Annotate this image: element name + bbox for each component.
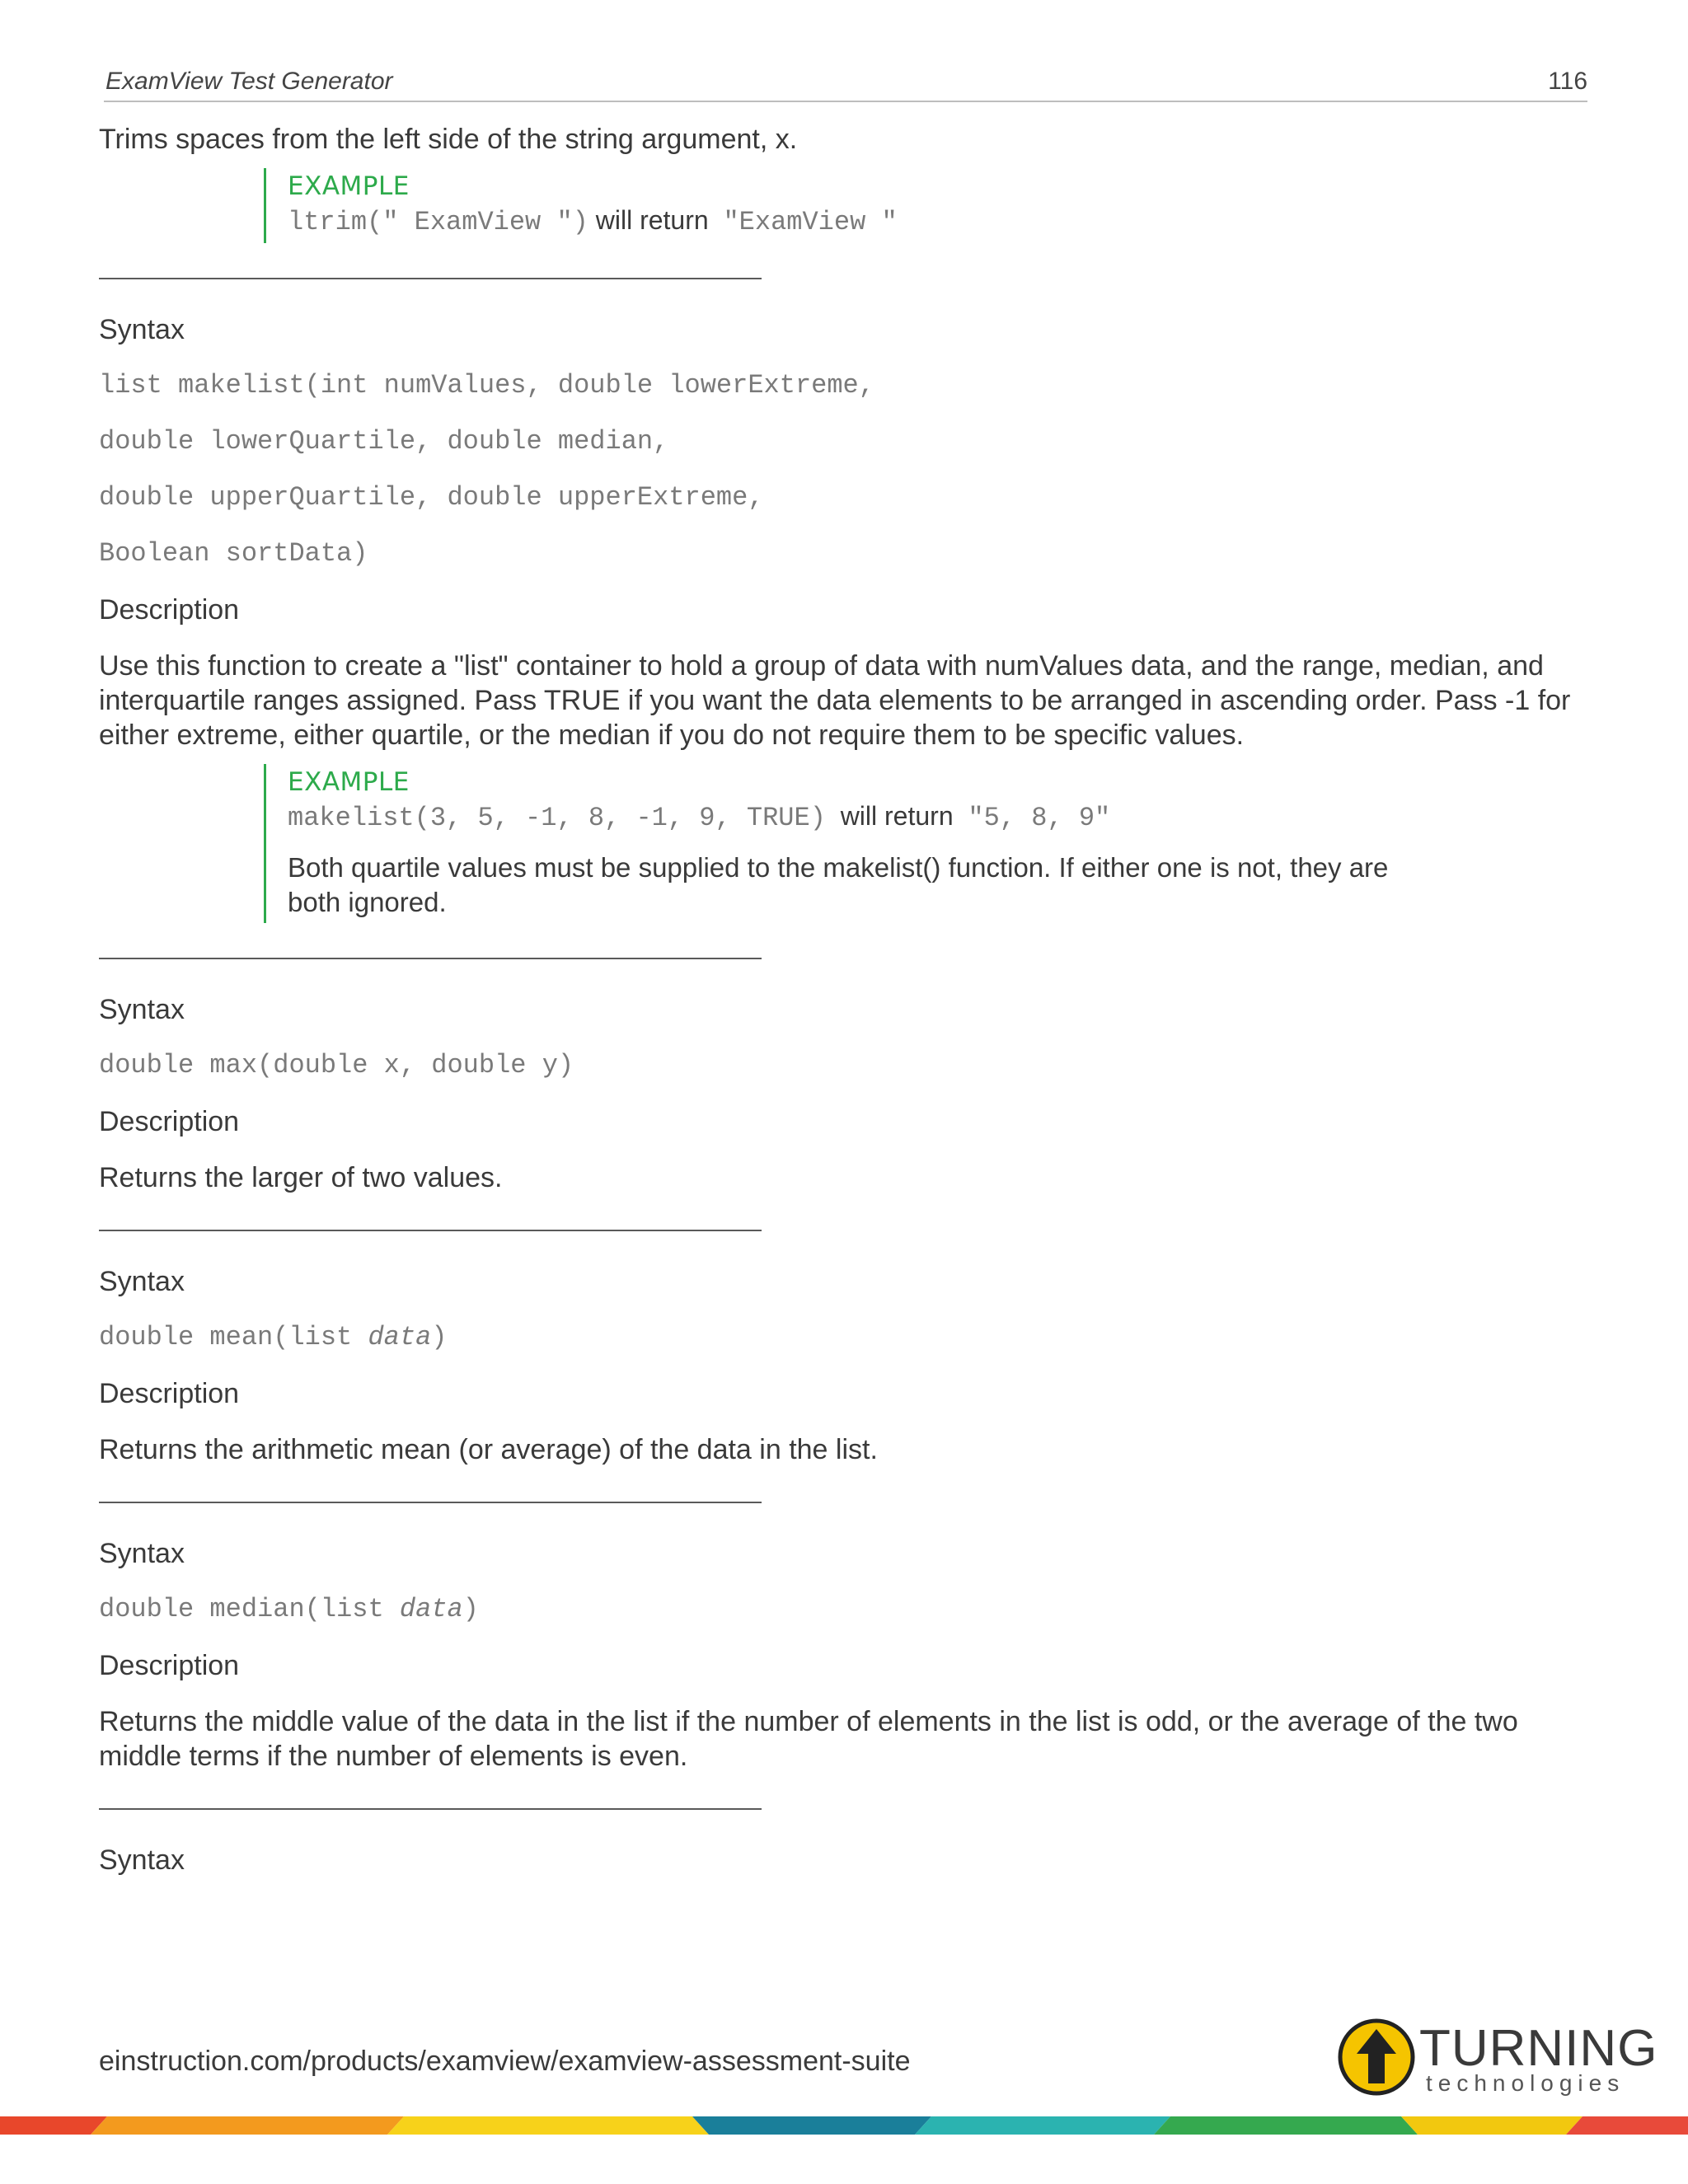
- logo-tagline: technologies: [1426, 2070, 1625, 2096]
- example-result: "ExamView ": [723, 207, 898, 237]
- example-note: Both quartile values must be supplied to the makelist() function. If either one is not, they are both ignored.: [288, 852, 1389, 917]
- syntax-suffix: ): [462, 1594, 479, 1624]
- syntax-param: data: [399, 1594, 463, 1624]
- document-title: ExamView Test Generator: [106, 68, 393, 95]
- page-content: [99, 122, 1582, 1877]
- syntax-heading: Syntax: [99, 314, 185, 345]
- syntax-heading: Syntax: [99, 1266, 185, 1297]
- syntax-line: double lowerQuartile, double median,: [99, 426, 669, 457]
- example-line: [288, 799, 1582, 836]
- syntax-line: list makelist(int numValues, double lowerExtreme,: [99, 370, 874, 401]
- intro-text: Trims spaces from the left side of the string argument, x.: [99, 124, 798, 155]
- section-divider: [99, 278, 762, 279]
- turning-technologies-logo: [1337, 2018, 1658, 2100]
- syntax-heading: Syntax: [99, 1844, 185, 1876]
- example-label: EXAMPLE: [288, 171, 410, 201]
- syntax-param: data: [368, 1322, 432, 1352]
- section-divider: [99, 1230, 762, 1231]
- syntax-heading: Syntax: [99, 994, 185, 1025]
- description-heading: Description: [99, 594, 240, 626]
- syntax-prefix: double mean(list: [99, 1322, 368, 1352]
- syntax-line: double upperQuartile, double upperExtreme,: [99, 482, 764, 513]
- example-label: EXAMPLE: [288, 767, 410, 797]
- section-divider: [99, 1808, 762, 1810]
- description-heading: Description: [99, 1378, 240, 1409]
- arrow-circle-icon: [1337, 2018, 1416, 2097]
- description-heading: Description: [99, 1106, 240, 1137]
- description-text: Use this function to create a "list" container to hold a group of data with numValues data, and the range, median, and interquartile ranges assigned. Pass TRUE if you want the data elements to be arranged in ascending order. Pass -1 for either extreme, either quartile, or the median if you do not require them to be specific values.: [99, 650, 1571, 751]
- description-text: Returns the middle value of the data in the list if the number of elements in the list is odd, or the average of the two middle terms if the number of elements is even.: [99, 1706, 1518, 1772]
- example-returns: will return: [595, 205, 709, 235]
- decorative-color-stripe: [0, 2116, 1688, 2135]
- example-line: [288, 203, 1582, 240]
- example-returns: will return: [840, 801, 954, 831]
- syntax-heading: Syntax: [99, 1538, 185, 1569]
- footer-link[interactable]: einstruction.com/products/examview/examview-assessment-suite: [99, 2046, 911, 2077]
- syntax-prefix: double median(list: [99, 1594, 400, 1624]
- description-heading: Description: [99, 1650, 240, 1681]
- section-divider: [99, 1502, 762, 1503]
- example-code: makelist(3, 5, -1, 8, -1, 9, TRUE): [288, 803, 826, 833]
- page-number: 116: [1548, 68, 1587, 95]
- page-header: [104, 64, 1587, 102]
- description-text: Returns the arithmetic mean (or average) of the data in the list.: [99, 1434, 878, 1465]
- example-result: "5, 8, 9": [968, 803, 1111, 833]
- logo-wordmark: TURNING: [1419, 2020, 1658, 2077]
- example-code: ltrim(" ExamView "): [288, 207, 588, 237]
- example-block-ltrim: [264, 168, 1582, 243]
- syntax-line: [99, 1320, 1582, 1355]
- example-block-makelist: [264, 764, 1582, 923]
- syntax-line: double max(double x, double y): [99, 1050, 574, 1080]
- syntax-line: [99, 1592, 1582, 1627]
- section-divider: [99, 958, 762, 959]
- description-text: Returns the larger of two values.: [99, 1162, 503, 1193]
- syntax-line: Boolean sortData): [99, 538, 368, 569]
- syntax-suffix: ): [431, 1322, 448, 1352]
